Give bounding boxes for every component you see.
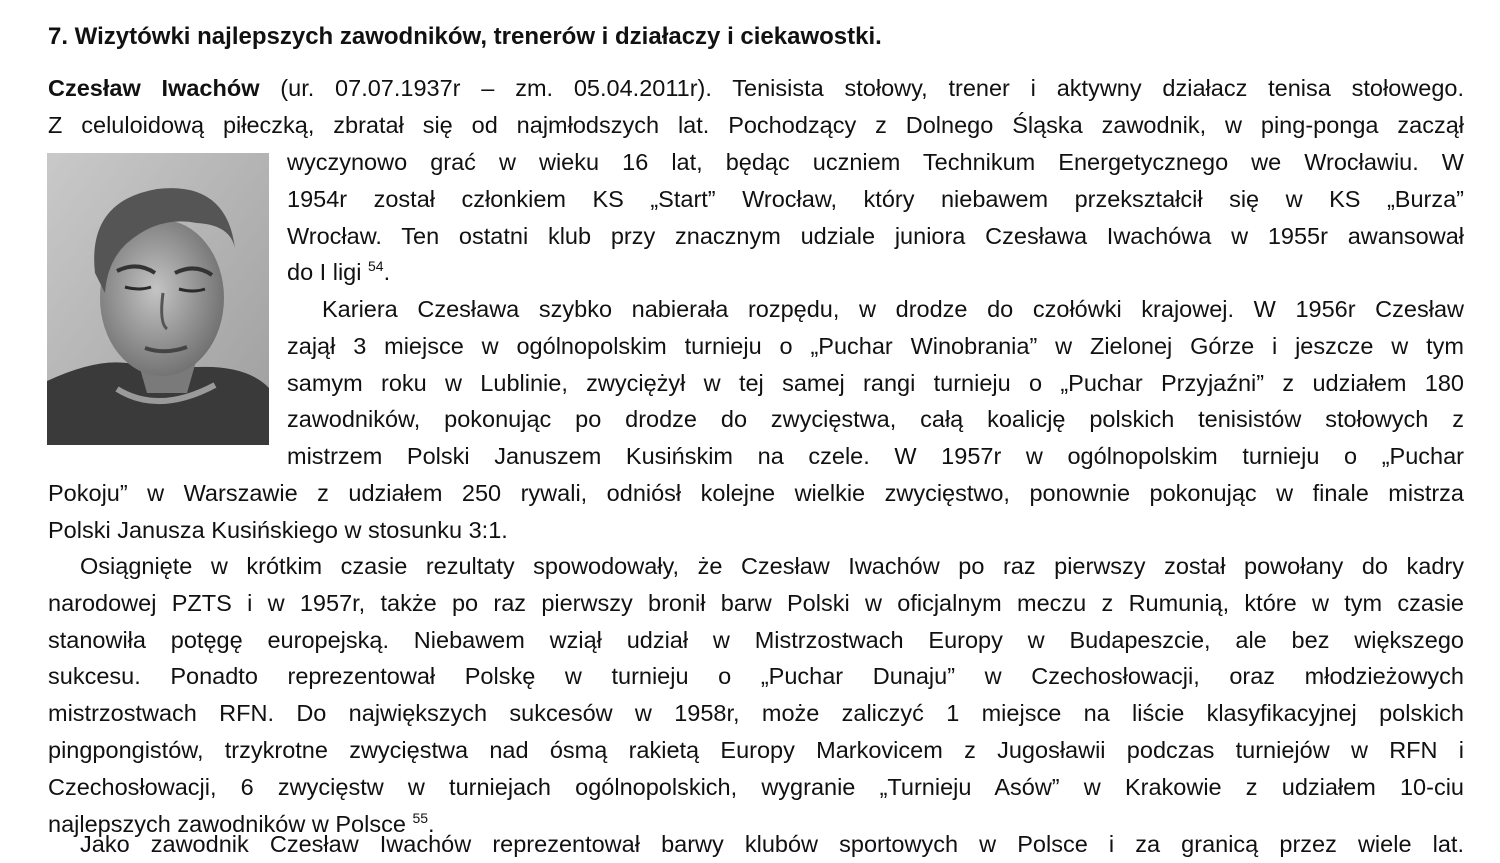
text-line: 1954r został członkiem KS „Start” Wrocław, który niebawem przekształcił się w KS „Burza” xyxy=(287,185,1464,212)
text-line: Czesław Iwachów (ur. 07.07.1937r – zm. 05.04.2011r). Tenisista stołowy, trener i aktywny działacz tenisa stołowego. xyxy=(48,75,1464,101)
text-line: mistrzem Polski Januszem Kusińskim na czele. W 1957r w ogólnopolskim turnieju o „Puchar xyxy=(287,443,1464,470)
person-name: Czesław Iwachów xyxy=(48,75,260,101)
text-line: Czechosłowacji, 6 zwycięstw w turniejach ogólnopolskich, wygranie „Turnieju Asów” w Krakowie z udziałem 10-ciu xyxy=(48,773,1464,800)
paragraph-intro xyxy=(48,70,1464,144)
footnote-ref: 55 xyxy=(412,809,429,826)
section-heading: 7. Wizytówki najlepszych zawodników, trenerów i działaczy i ciekawostki. xyxy=(48,23,882,50)
paragraph-national-team xyxy=(48,548,1464,842)
text-line: pingpongistów, trzykrotne zwycięstwa nad ósmą rakietą Europy Markovicem z Jugosławii podczas turniejów w RFN i xyxy=(48,736,1464,763)
text-line: wyczynowo grać w wieku 16 lat, będąc uczniem Technikum Energetycznego we Wrocławiu. W xyxy=(287,149,1464,175)
text-line: mistrzostwach RFN. Do największych sukcesów w 1958r, może zaliczyć 1 miejsce na liście klasyfikacyjnej polskich xyxy=(48,700,1464,727)
text-line: najlepszych zawodników w Polsce $^{55}$. xyxy=(48,809,435,837)
text-line: do I ligi $^{54}$. xyxy=(287,258,391,286)
text-line: zawodników, pokonując po drodze do zwycięstwa, całą koalicję polskich tenisistów stołowych z xyxy=(287,406,1464,433)
portrait-photo xyxy=(47,153,269,445)
text-line: Wrocław. Ten ostatni klub przy znacznym udziale juniora Czesława Iwachówa w 1955r awansował xyxy=(287,222,1464,249)
paragraph-intro-continued xyxy=(287,144,1464,291)
footnote-ref: 54 xyxy=(368,258,384,275)
text-line: Osiągnięte w krótkim czasie rezultaty spowodowały, że Czesław Iwachów po raz pierwszy został powołany do kadry xyxy=(80,553,1464,579)
text-line: zajął 3 miejsce w ogólnopolskim turnieju o „Puchar Winobrania” w Zielonej Górze i jeszcze w tym xyxy=(287,332,1464,359)
text-line: Z celuloidową piłeczką, zbratał się od najmłodszych lat. Pochodzący z Dolnego Śląska zawodnik, w ping-ponga zaczął xyxy=(48,111,1464,138)
text-line: Polski Janusza Kusińskiego w stosunku 3:1. xyxy=(48,516,508,543)
text-line: narodowej PZTS i w 1957r, także po raz pierwszy bronił barw Polski w oficjalnym meczu z Rumunią, które w tym czasie xyxy=(48,589,1464,616)
text-line: Kariera Czesława szybko nabierała rozpędu, w drodze do czołówki krajowej. W 1956r Czesław xyxy=(322,296,1464,322)
text-line: sukcesu. Ponadto reprezentował Polskę w turnieju o „Puchar Dunaju” w Czechosłowacji, oraz młodzieżowych xyxy=(48,663,1464,690)
paragraph-career xyxy=(287,291,1464,475)
paragraph-career-continued xyxy=(48,475,1464,549)
text-line: samym roku w Lublinie, zwyciężył w tej samej rangi turnieju o „Puchar Przyjaźni” z udziałem 180 xyxy=(287,369,1464,396)
text-line: stanowiła potęgę europejską. Niebawem wziął udział w Mistrzostwach Europy w Budapeszcie, ale bez większego xyxy=(48,626,1464,653)
cut-off-line xyxy=(48,826,1464,857)
text-line: Jako zawodnik Czesław Iwachów reprezentował barwy klubów sportowych w Polsce i za granicą przez wiele lat. xyxy=(80,831,1464,857)
text-line: Pokoju” w Warszawie z udziałem 250 rywali, odniósł kolejne wielkie zwycięstwo, ponownie pokonując w finale mistrza xyxy=(48,480,1464,506)
